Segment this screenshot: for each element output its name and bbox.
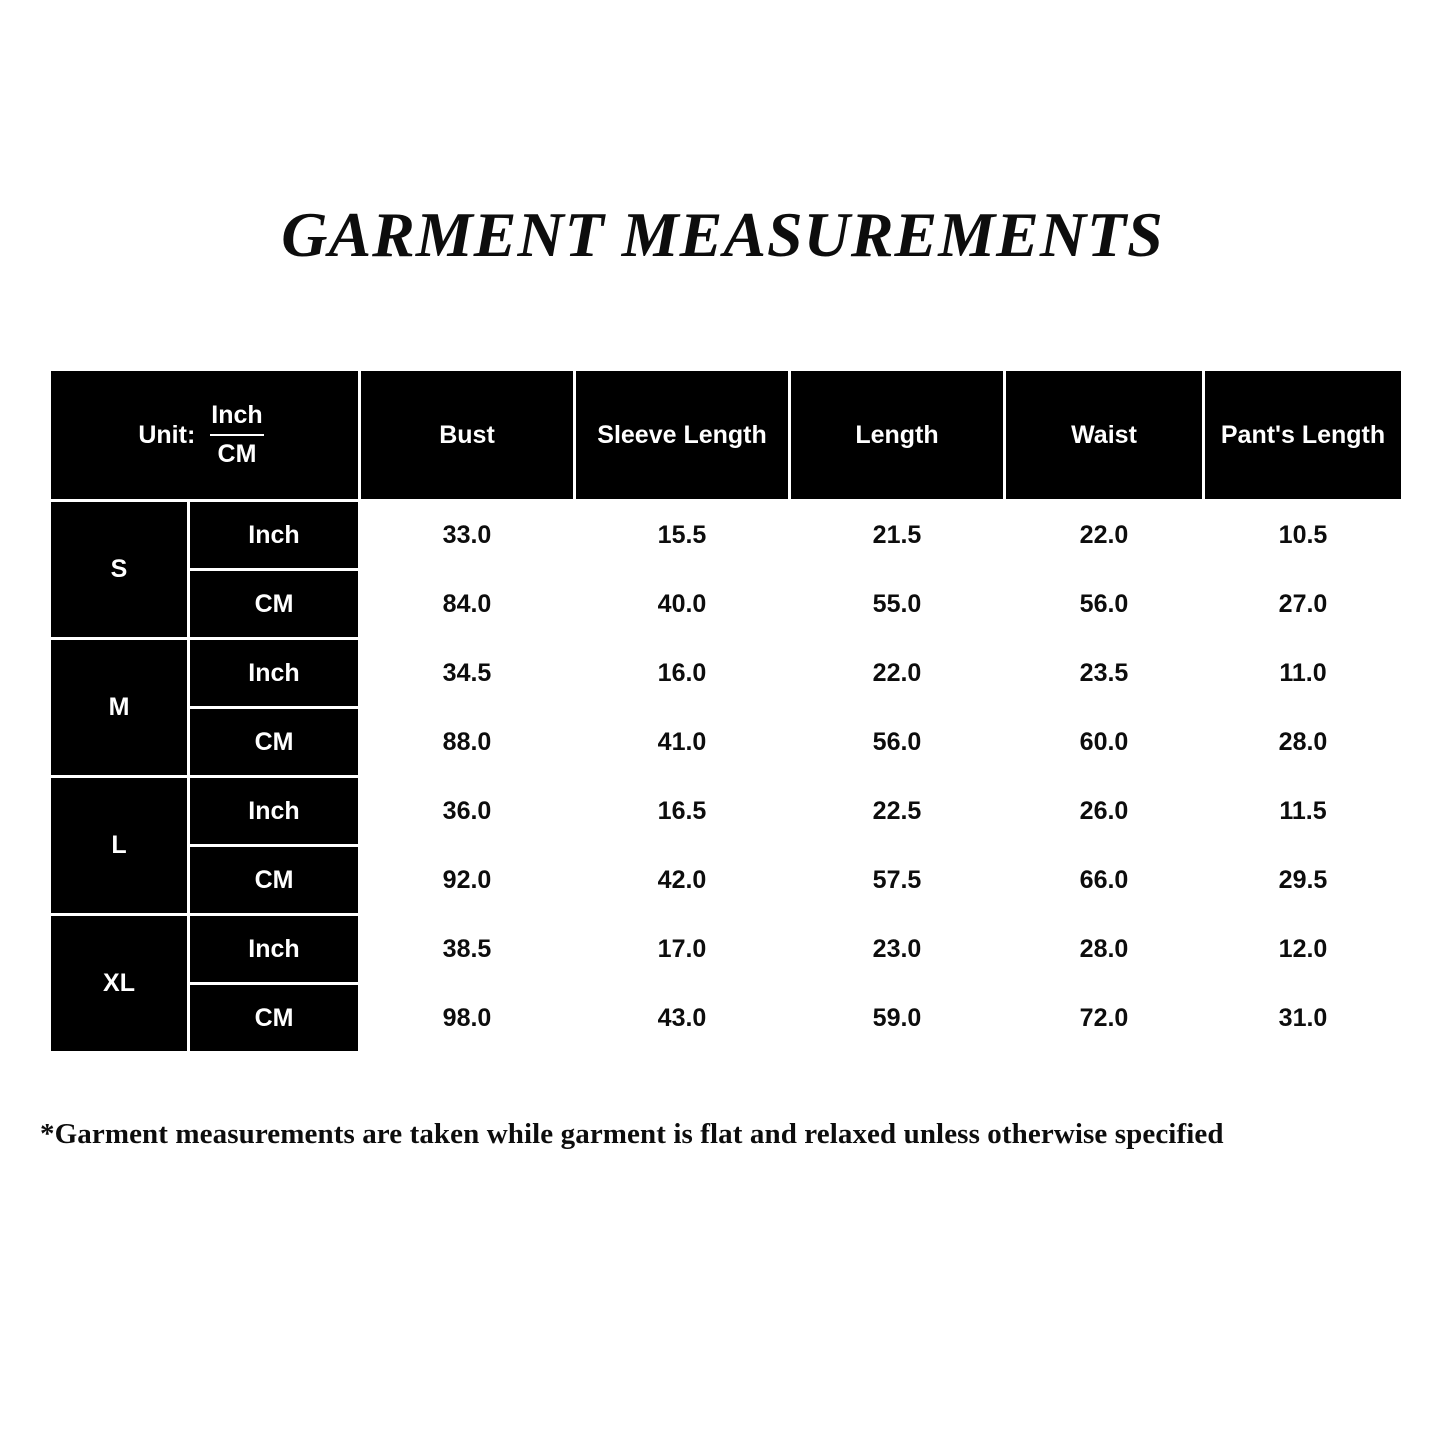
cell-pants-length: 27.0 — [1205, 571, 1401, 637]
column-header-bust: Bust — [361, 371, 573, 499]
measurements-table-container — [48, 368, 1396, 1054]
cell-waist: 28.0 — [1006, 916, 1202, 982]
size-label-l: L — [51, 778, 187, 913]
cell-sleeve-length: 16.5 — [576, 778, 788, 844]
cell-waist: 56.0 — [1006, 571, 1202, 637]
cell-waist: 72.0 — [1006, 985, 1202, 1051]
cell-sleeve-length: 42.0 — [576, 847, 788, 913]
table-header-row — [51, 371, 1401, 499]
cell-waist: 60.0 — [1006, 709, 1202, 775]
unit-label-inch: Inch — [190, 778, 358, 844]
cell-bust: 92.0 — [361, 847, 573, 913]
cell-waist: 26.0 — [1006, 778, 1202, 844]
cell-sleeve-length: 43.0 — [576, 985, 788, 1051]
cell-length: 57.5 — [791, 847, 1003, 913]
size-label-m: M — [51, 640, 187, 775]
cell-bust: 36.0 — [361, 778, 573, 844]
cell-bust: 98.0 — [361, 985, 573, 1051]
unit-label-inch: Inch — [190, 502, 358, 568]
unit-label-cm: CM — [190, 709, 358, 775]
page-title: GARMENT MEASUREMENTS — [281, 199, 1164, 270]
cell-sleeve-length: 40.0 — [576, 571, 788, 637]
unit-fraction-numerator: Inch — [211, 400, 263, 429]
unit-label-inch: Inch — [190, 916, 358, 982]
unit-label-inch: Inch — [190, 640, 358, 706]
cell-pants-length: 11.0 — [1205, 640, 1401, 706]
table-row — [51, 916, 1401, 982]
unit-fraction — [203, 400, 270, 471]
cell-length: 59.0 — [791, 985, 1003, 1051]
cell-pants-length: 12.0 — [1205, 916, 1401, 982]
column-header-pants-length: Pant's Length — [1205, 371, 1401, 499]
garment-measurements-table — [48, 368, 1404, 1054]
table-row — [51, 985, 1401, 1051]
unit-label-cm: CM — [190, 571, 358, 637]
table-row — [51, 778, 1401, 844]
cell-sleeve-length: 17.0 — [576, 916, 788, 982]
table-row — [51, 640, 1401, 706]
cell-bust: 34.5 — [361, 640, 573, 706]
table-row — [51, 709, 1401, 775]
unit-header-cell — [51, 371, 358, 499]
size-label-xl: XL — [51, 916, 187, 1051]
unit-label-cm: CM — [190, 847, 358, 913]
cell-bust: 38.5 — [361, 916, 573, 982]
footnote-text: *Garment measurements are taken while garment is flat and relaxed unless otherwise specified — [40, 1118, 1224, 1150]
cell-length: 21.5 — [791, 502, 1003, 568]
cell-length: 22.5 — [791, 778, 1003, 844]
table-row — [51, 502, 1401, 568]
cell-length: 23.0 — [791, 916, 1003, 982]
cell-sleeve-length: 41.0 — [576, 709, 788, 775]
unit-label: Unit: — [138, 420, 196, 449]
table-row — [51, 847, 1401, 913]
cell-bust: 84.0 — [361, 571, 573, 637]
cell-waist: 23.5 — [1006, 640, 1202, 706]
cell-length: 56.0 — [791, 709, 1003, 775]
cell-sleeve-length: 15.5 — [576, 502, 788, 568]
cell-length: 22.0 — [791, 640, 1003, 706]
cell-bust: 88.0 — [361, 709, 573, 775]
cell-sleeve-length: 16.0 — [576, 640, 788, 706]
cell-pants-length: 11.5 — [1205, 778, 1401, 844]
cell-bust: 33.0 — [361, 502, 573, 568]
column-header-sleeve-length: Sleeve Length — [576, 371, 788, 499]
cell-waist: 66.0 — [1006, 847, 1202, 913]
cell-pants-length: 29.5 — [1205, 847, 1401, 913]
cell-pants-length: 28.0 — [1205, 709, 1401, 775]
size-label-s: S — [51, 502, 187, 637]
column-header-waist: Waist — [1006, 371, 1202, 499]
cell-waist: 22.0 — [1006, 502, 1202, 568]
column-header-length: Length — [791, 371, 1003, 499]
table-row — [51, 571, 1401, 637]
unit-fraction-denominator: CM — [210, 434, 265, 470]
unit-label-cm: CM — [190, 985, 358, 1051]
cell-pants-length: 31.0 — [1205, 985, 1401, 1051]
cell-length: 55.0 — [791, 571, 1003, 637]
cell-pants-length: 10.5 — [1205, 502, 1401, 568]
